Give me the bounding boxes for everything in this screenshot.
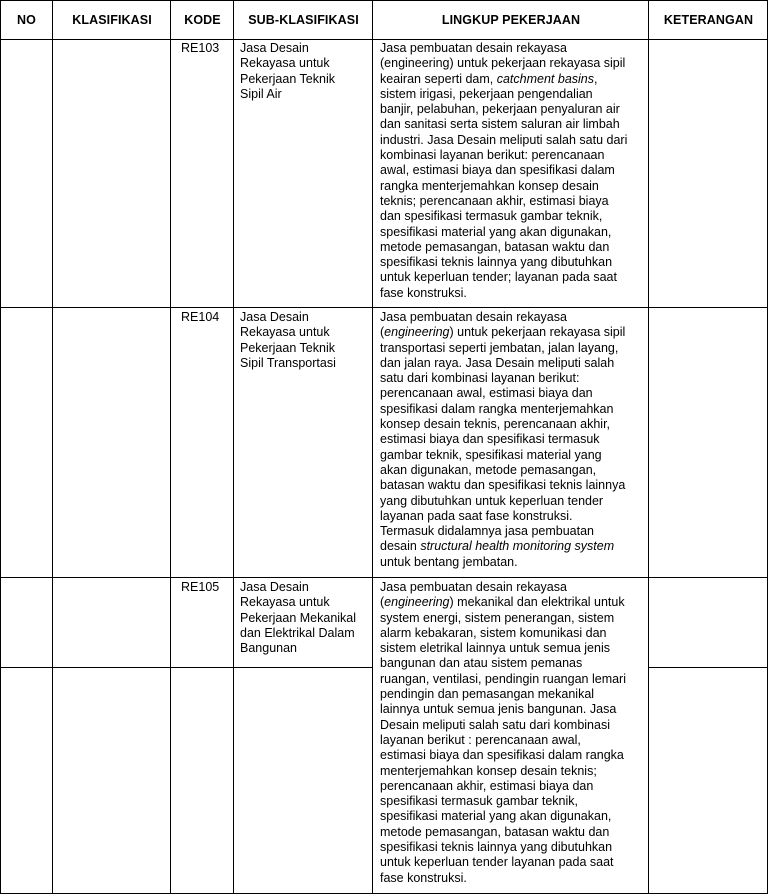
lingkup-line xyxy=(380,325,625,340)
lingkup-line xyxy=(380,580,626,595)
lingkup-line xyxy=(380,611,626,626)
text-run: fase konstruksi. xyxy=(380,285,467,300)
lingkup-line xyxy=(380,133,627,148)
header-keterangan: KETERANGAN xyxy=(663,13,754,27)
lingkup-line xyxy=(380,310,625,325)
lingkup-line xyxy=(380,595,626,610)
text-run: dan jalan raya. Jasa Desain meliputi salah xyxy=(380,355,615,370)
text-run: Jasa pembuatan desain rekayasa xyxy=(380,310,567,324)
lingkup-line xyxy=(380,386,625,401)
header-kode: KODE xyxy=(184,13,221,27)
lingkup-line xyxy=(380,286,627,301)
lingkup-line xyxy=(380,72,627,87)
text-run: dan sanitasi serta sistem saluran air limbah xyxy=(380,117,620,132)
text-run: Desain meliputi salah satu dari kombinasi xyxy=(380,717,610,732)
text-run: untuk keperluan tender layanan pada saat xyxy=(380,855,614,870)
text-run: banjir, pelabuhan, pekerjaan penyaluran air xyxy=(380,102,620,117)
lingkup-line xyxy=(380,702,626,717)
text-run: industri. Jasa Desain meliputi salah satu dari xyxy=(380,132,628,147)
lingkup-line xyxy=(380,871,626,886)
cell-lingkup-pekerjaan xyxy=(380,310,625,570)
cell-lingkup-pekerjaan xyxy=(380,580,626,886)
header-lingkup-pekerjaan: LINGKUP PEKERJAAN xyxy=(441,13,581,27)
lingkup-line xyxy=(380,163,627,178)
text-run: layanan pada saat fase konstruksi. xyxy=(380,508,573,523)
sub-klasifikasi-line: Pekerjaan Mekanikal xyxy=(240,610,357,625)
text-run: Jasa pembuatan desain rekayasa xyxy=(380,41,567,55)
text-run: ( xyxy=(380,325,385,340)
lingkup-line xyxy=(380,555,625,570)
row-divider-partial-left xyxy=(0,667,373,668)
lingkup-line xyxy=(380,448,625,463)
text-run: spesifikasi dalam rangka menterjemahkan xyxy=(380,401,614,416)
lingkup-line xyxy=(380,463,625,478)
lingkup-line xyxy=(380,718,626,733)
cell-sub-klasifikasi xyxy=(240,41,335,102)
text-run: yang dibutuhkan untuk keperluan tender xyxy=(380,493,604,508)
cell-sub-klasifikasi xyxy=(240,310,336,371)
column-border xyxy=(170,0,171,894)
sub-klasifikasi-line: Rekayasa untuk xyxy=(240,595,330,610)
cell-kode: RE105 xyxy=(181,580,220,594)
text-run: awal, estimasi biaya dan spesifikasi dalam xyxy=(380,163,615,178)
lingkup-line xyxy=(380,87,627,102)
lingkup-line xyxy=(380,524,625,539)
sub-klasifikasi-line: Sipil Transportasi xyxy=(240,355,336,370)
text-run: batasan waktu dan spesifikasi teknis lainnya xyxy=(380,478,626,493)
cell-kode: RE104 xyxy=(181,310,220,324)
text-run: pendingin dan pemasangan mekanikal xyxy=(380,687,595,702)
text-run: akan digunakan, metode pemasangan, xyxy=(380,462,597,477)
sub-klasifikasi-line: Sipil Air xyxy=(240,86,282,101)
lingkup-line xyxy=(380,794,626,809)
header-klasifikasi: KLASIFIKASI xyxy=(72,13,152,27)
text-run: spesifikasi material yang akan digunakan, xyxy=(380,224,612,239)
sub-klasifikasi-line: Bangunan xyxy=(240,641,298,656)
lingkup-line xyxy=(380,56,627,71)
text-run: ( xyxy=(380,595,385,610)
text-run: satu dari kombinasi layanan berikut: xyxy=(380,371,580,386)
text-run: Jasa pembuatan desain rekayasa xyxy=(380,580,567,594)
text-run: ) untuk pekerjaan rekayasa sipil xyxy=(449,325,626,340)
column-border xyxy=(233,0,234,894)
text-run: untuk bentang jembatan. xyxy=(380,554,518,569)
header-sub-klasifikasi: SUB-KLASIFIKASI xyxy=(248,13,359,27)
text-run: perencanaan awal, estimasi biaya dan xyxy=(380,386,593,401)
sub-klasifikasi-line: Rekayasa untuk xyxy=(240,56,330,71)
text-run: perencanaan akhir, estimasi biaya dan xyxy=(380,778,594,793)
cell-kode: RE103 xyxy=(181,41,220,55)
lingkup-line xyxy=(380,270,627,285)
text-run: estimasi biaya dan spesifikasi termasuk xyxy=(380,432,600,447)
header-no: NO xyxy=(17,13,36,27)
text-run: alarm kebakaran, sistem komunikasi dan xyxy=(380,625,607,640)
text-run: metode pemasangan, batasan waktu dan xyxy=(380,824,610,839)
italic-term: engineering xyxy=(384,595,450,610)
lingkup-line xyxy=(380,809,626,824)
text-run: spesifikasi teknis lainnya yang dibutuhkan xyxy=(380,840,613,855)
lingkup-line xyxy=(380,417,625,432)
column-border xyxy=(372,0,373,894)
text-run: bangunan dan atau sistem pemanas xyxy=(380,656,583,671)
lingkup-line xyxy=(380,825,626,840)
text-run: (engineering) untuk pekerjaan rekayasa sipil xyxy=(380,56,626,71)
text-run: ruangan, ventilasi, pendingin ruangan lemari xyxy=(380,671,626,686)
text-run: menterjemahkan konsep desain teknis; xyxy=(380,763,597,778)
lingkup-line xyxy=(380,194,627,209)
sub-klasifikasi-line: Jasa Desain xyxy=(240,310,309,324)
italic-term: structural health monitoring system xyxy=(420,539,615,554)
lingkup-line xyxy=(380,840,626,855)
text-run: system energi, sistem penerangan, sistem xyxy=(380,610,615,625)
lingkup-line xyxy=(380,509,625,524)
sub-klasifikasi-line: Rekayasa untuk xyxy=(240,325,330,340)
text-run: Termasuk didalamnya jasa pembuatan xyxy=(380,524,595,539)
text-run: gambar teknik, spesifikasi material yang xyxy=(380,447,602,462)
lingkup-line xyxy=(380,733,626,748)
lingkup-line xyxy=(380,855,626,870)
sub-klasifikasi-line: Pekerjaan Teknik xyxy=(240,71,335,86)
column-border-left xyxy=(0,0,1,894)
lingkup-line xyxy=(380,102,627,117)
sub-klasifikasi-line: Jasa Desain xyxy=(240,41,309,55)
lingkup-line xyxy=(380,341,625,356)
lingkup-line xyxy=(380,356,625,371)
lingkup-line xyxy=(380,240,627,255)
lingkup-line xyxy=(380,656,626,671)
lingkup-line xyxy=(380,779,626,794)
text-run: kombinasi layanan berikut: perencanaan xyxy=(380,148,605,163)
text-run: konsep desain teknis, perencanaan akhir, xyxy=(380,417,611,432)
lingkup-line xyxy=(380,255,627,270)
text-run: spesifikasi termasuk gambar teknik, xyxy=(380,794,578,809)
text-run: sistem eletrikal lainnya untuk semua jenis xyxy=(380,641,610,656)
lingkup-line xyxy=(380,225,627,240)
text-run: teknis; perencanaan akhir, estimasi biaya xyxy=(380,193,609,208)
sub-klasifikasi-line: Jasa Desain xyxy=(240,580,309,594)
lingkup-line xyxy=(380,179,627,194)
text-run: metode pemasangan, batasan waktu dan xyxy=(380,239,610,254)
lingkup-line xyxy=(380,117,627,132)
cell-lingkup-pekerjaan xyxy=(380,41,627,301)
lingkup-line xyxy=(380,494,625,509)
text-run: estimasi biaya dan spesifikasi dalam rangka xyxy=(380,748,624,763)
sub-klasifikasi-line: Pekerjaan Teknik xyxy=(240,340,335,355)
sub-klasifikasi-line: dan Elektrikal Dalam xyxy=(240,625,355,640)
lingkup-line xyxy=(380,371,625,386)
text-run: , xyxy=(594,71,598,86)
italic-term: catchment basins xyxy=(496,71,595,86)
text-run: spesifikasi teknis lainnya yang dibutuhkan xyxy=(380,255,613,270)
lingkup-line xyxy=(380,539,625,554)
lingkup-line xyxy=(380,672,626,687)
text-run: keairan seperti dam, xyxy=(380,71,497,86)
text-run: untuk keperluan tender; layanan pada saat xyxy=(380,270,617,285)
column-border xyxy=(52,0,53,894)
cell-sub-klasifikasi xyxy=(240,580,356,656)
text-run: spesifikasi material yang akan digunakan, xyxy=(380,809,612,824)
lingkup-line xyxy=(380,148,627,163)
lingkup-line xyxy=(380,641,626,656)
lingkup-line xyxy=(380,41,627,56)
text-run: lainnya untuk semua jenis bangunan. Jasa xyxy=(380,702,617,717)
lingkup-line xyxy=(380,478,625,493)
text-run: rangka menterjemahkan konsep desain xyxy=(380,178,599,193)
text-run: transportasi seperti jembatan, jalan layang, xyxy=(380,340,619,355)
text-run: dan spesifikasi termasuk gambar teknik, xyxy=(380,209,603,224)
italic-term: engineering xyxy=(384,325,450,340)
text-run: sistem irigasi, pekerjaan pengendalian xyxy=(380,86,593,101)
column-border xyxy=(648,0,649,894)
lingkup-line xyxy=(380,687,626,702)
row-divider xyxy=(0,577,768,578)
text-run: ) mekanikal dan elektrikal untuk xyxy=(449,595,625,610)
lingkup-line xyxy=(380,748,626,763)
lingkup-line xyxy=(380,432,625,447)
lingkup-line xyxy=(380,209,627,224)
text-run: layanan berikut : perencanaan awal, xyxy=(380,732,581,747)
text-run: fase konstruksi. xyxy=(380,870,467,885)
lingkup-line xyxy=(380,402,625,417)
row-divider-partial-right xyxy=(648,667,768,668)
row-divider xyxy=(0,307,768,308)
lingkup-line xyxy=(380,626,626,641)
text-run: desain xyxy=(380,539,421,554)
lingkup-line xyxy=(380,764,626,779)
